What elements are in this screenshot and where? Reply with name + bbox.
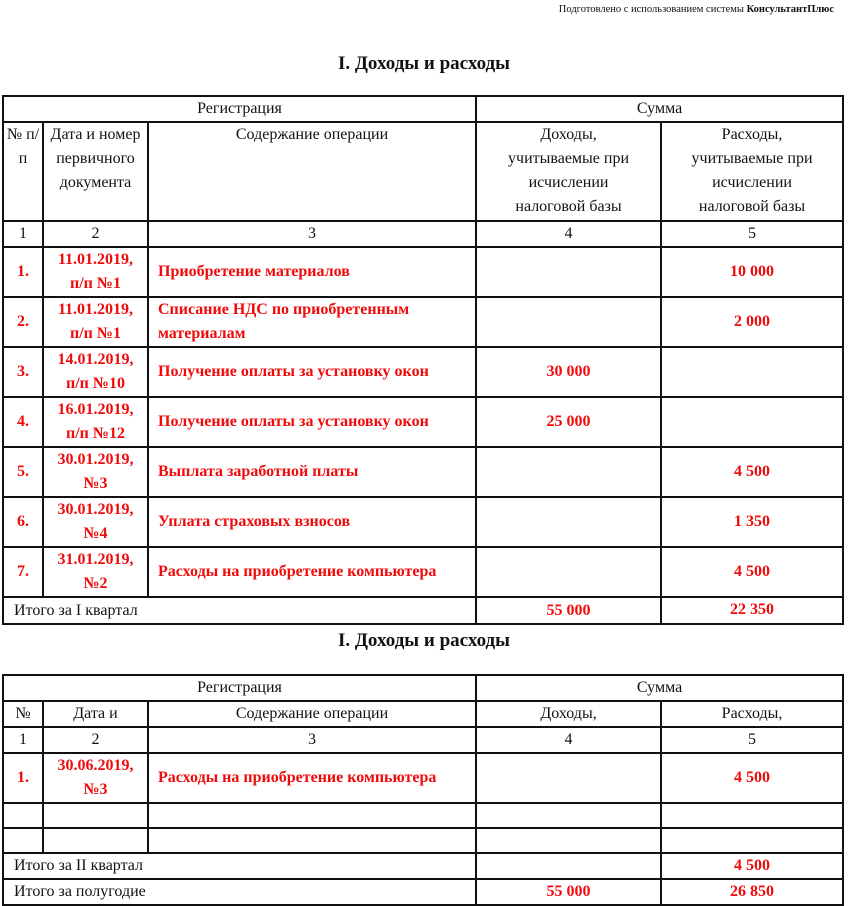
col-number: 4	[476, 221, 661, 247]
col-number: 5	[661, 727, 843, 753]
row-content	[148, 803, 476, 828]
row-content: Расходы на приобретение компьютера	[148, 547, 476, 597]
row-date: 11.01.2019, п/п №1	[43, 297, 148, 347]
row-date: 14.01.2019, п/п №10	[43, 347, 148, 397]
table-row-empty	[3, 828, 843, 853]
row-income	[476, 753, 661, 803]
row-num: 5.	[3, 447, 43, 497]
row-income	[476, 447, 661, 497]
row-num: 6.	[3, 497, 43, 547]
row-expense	[661, 347, 843, 397]
prepared-prefix: Подготовлено с использованием системы	[558, 4, 747, 15]
row-income	[476, 803, 661, 828]
col-number: 1	[3, 727, 43, 753]
row-num: 3.	[3, 347, 43, 397]
col-header-income: Доходы,	[476, 701, 661, 727]
total-expense: 26 850	[661, 879, 843, 905]
row-date: 11.01.2019, п/п №1	[43, 247, 148, 297]
row-num: 1.	[3, 247, 43, 297]
row-num: 2.	[3, 297, 43, 347]
column-header-row	[3, 122, 843, 221]
col-header-income: Доходы, учитываемые при исчислении налоговой базы	[476, 122, 661, 221]
table-row	[3, 497, 843, 547]
column-number-row	[3, 727, 843, 753]
col-header-date: Дата и номер первичного документа	[43, 122, 148, 221]
total-expense: 22 350	[661, 597, 843, 624]
row-income: 25 000	[476, 397, 661, 447]
column-header-row	[3, 701, 843, 727]
row-expense: 1 350	[661, 497, 843, 547]
row-content: Расходы на приобретение компьютера	[148, 753, 476, 803]
col-header-content: Содержание операции	[148, 701, 476, 727]
col-header-content: Содержание операции	[148, 122, 476, 221]
total-row-halfyear	[3, 879, 843, 905]
row-expense: 10 000	[661, 247, 843, 297]
total-row-quarter	[3, 853, 843, 879]
row-num: 1.	[3, 753, 43, 803]
sum-group-header: Сумма	[476, 96, 843, 122]
col-number: 5	[661, 221, 843, 247]
total-row	[3, 597, 843, 624]
total-expense: 4 500	[661, 853, 843, 879]
table-row-empty	[3, 803, 843, 828]
row-income: 30 000	[476, 347, 661, 397]
col-number: 1	[3, 221, 43, 247]
row-num: 7.	[3, 547, 43, 597]
prepared-with-note	[559, 4, 834, 15]
row-expense	[661, 803, 843, 828]
total-income: 55 000	[476, 597, 661, 624]
col-number: 2	[43, 221, 148, 247]
table-row	[3, 247, 843, 297]
table-row	[3, 753, 843, 803]
total-label: Итого за полугодие	[3, 879, 476, 905]
col-number: 4	[476, 727, 661, 753]
group-header-row	[3, 96, 843, 122]
section-title-1: I. Доходы и расходы	[337, 53, 511, 74]
col-header-num: № п/п	[3, 122, 43, 221]
row-expense: 2 000	[661, 297, 843, 347]
table-row	[3, 297, 843, 347]
row-date: 16.01.2019, п/п №12	[43, 397, 148, 447]
row-content: Получение оплаты за установку окон	[148, 347, 476, 397]
sum-group-header: Сумма	[476, 675, 843, 701]
income-expense-table-q1	[2, 95, 844, 625]
row-date	[43, 803, 148, 828]
col-number: 3	[148, 727, 476, 753]
column-number-row	[3, 221, 843, 247]
row-income	[476, 828, 661, 853]
row-income	[476, 247, 661, 297]
col-number: 3	[148, 221, 476, 247]
total-income: 55 000	[476, 879, 661, 905]
registration-group-header: Регистрация	[3, 675, 476, 701]
col-number: 2	[43, 727, 148, 753]
row-expense	[661, 397, 843, 447]
row-expense	[661, 828, 843, 853]
table-row	[3, 397, 843, 447]
row-income	[476, 497, 661, 547]
row-date	[43, 828, 148, 853]
table-row	[3, 347, 843, 397]
section-title-2: I. Доходы и расходы	[337, 630, 511, 651]
col-header-date: Дата и	[43, 701, 148, 727]
row-content: Уплата страховых взносов	[148, 497, 476, 547]
total-label: Итого за II квартал	[3, 853, 476, 879]
row-content: Выплата заработной платы	[148, 447, 476, 497]
row-date: 30.01.2019, №4	[43, 497, 148, 547]
row-expense: 4 500	[661, 753, 843, 803]
prepared-brand: КонсультантПлюс	[746, 4, 834, 15]
row-content: Приобретение материалов	[148, 247, 476, 297]
row-content	[148, 828, 476, 853]
total-income	[476, 853, 661, 879]
row-income	[476, 297, 661, 347]
table-row	[3, 547, 843, 597]
row-expense: 4 500	[661, 447, 843, 497]
registration-group-header: Регистрация	[3, 96, 476, 122]
col-header-num: №	[3, 701, 43, 727]
row-content: Получение оплаты за установку окон	[148, 397, 476, 447]
group-header-row	[3, 675, 843, 701]
row-expense: 4 500	[661, 547, 843, 597]
row-num	[3, 803, 43, 828]
row-content: Списание НДС по приобретенным материалам	[148, 297, 476, 347]
total-label: Итого за I квартал	[3, 597, 476, 624]
row-income	[476, 547, 661, 597]
col-header-expense: Расходы,	[661, 701, 843, 727]
table-row	[3, 447, 843, 497]
row-date: 30.01.2019, №3	[43, 447, 148, 497]
row-num: 4.	[3, 397, 43, 447]
income-expense-table-h1	[2, 674, 844, 906]
row-num	[3, 828, 43, 853]
col-header-expense: Расходы, учитываемые при исчислении налоговой базы	[661, 122, 843, 221]
row-date: 30.06.2019, №3	[43, 753, 148, 803]
row-date: 31.01.2019, №2	[43, 547, 148, 597]
